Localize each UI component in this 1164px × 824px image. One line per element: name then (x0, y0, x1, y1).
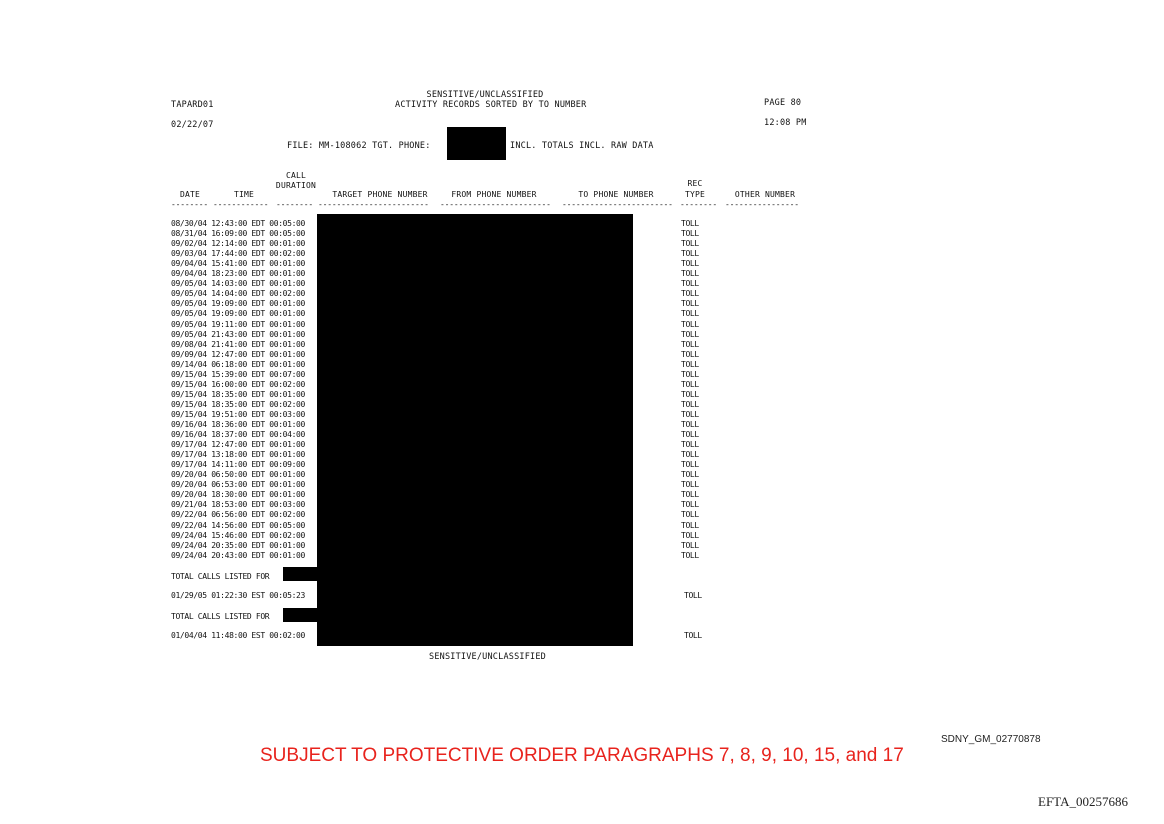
col-other-header: OTHER NUMBER (734, 190, 796, 199)
program-id: TAPARD01 (171, 100, 214, 110)
classification-bottom: SENSITIVE/UNCLASSIFIED (429, 652, 546, 662)
table-row-rec-type: TOLL (681, 369, 699, 379)
classification-top: SENSITIVE/UNCLASSIFIED (426, 90, 544, 100)
table-row-rec-type: TOLL (681, 540, 699, 550)
table-row-line: 09/08/04 21:41:00 EDT 00:01:00 (171, 339, 305, 349)
table-row-line: 09/24/04 20:35:00 EDT 00:01:00 (171, 540, 305, 550)
file-line-prefix: FILE: MM-108062 TGT. PHONE: (287, 141, 431, 151)
table-row-line: 08/30/04 12:43:00 EDT 00:05:00 (171, 219, 305, 228)
page-number: PAGE 80 (764, 98, 802, 108)
table-row-line: 09/05/04 14:04:00 EDT 00:02:00 (171, 289, 305, 299)
totals-record-type: TOLL (684, 631, 702, 640)
table-row-rec-type: TOLL (681, 420, 699, 429)
table-row-rec-type: TOLL (681, 349, 699, 359)
table-row-line: 09/15/04 18:35:00 EDT 00:02:00 (171, 399, 305, 409)
table-row-rec-type: TOLL (681, 470, 699, 480)
table-row-rec-type: TOLL (681, 249, 699, 259)
table-row-rec-type: TOLL (681, 269, 699, 279)
dash-duration: -------- (276, 200, 313, 209)
table-row-rec-type: TOLL (681, 430, 699, 440)
table-row-line: 09/22/04 06:56:00 EDT 00:02:00 (171, 510, 305, 520)
table-row-line: 09/04/04 18:23:00 EDT 00:01:00 (171, 269, 305, 279)
table-row-rec-type: TOLL (681, 329, 699, 339)
table-row-rec-type: TOLL (681, 550, 699, 560)
table-row-line: 09/15/04 19:51:00 EDT 00:03:00 (171, 409, 305, 419)
table-row-line: 09/16/04 18:36:00 EDT 00:01:00 (171, 420, 305, 429)
table-row-rec-type: TOLL (681, 359, 699, 369)
dash-to: ------------------------ (562, 200, 673, 209)
table-row-line: 09/22/04 14:56:00 EDT 00:05:00 (171, 520, 305, 530)
table-row-line: 09/17/04 13:18:00 EDT 00:01:00 (171, 450, 305, 460)
col-target-header: TARGET PHONE NUMBER (332, 190, 428, 199)
table-row-line: 09/24/04 15:46:00 EDT 00:02:00 (171, 530, 305, 540)
col-time-header: TIME (233, 190, 255, 199)
col-duration-header: DURATION (275, 181, 317, 190)
table-row-rec-type: TOLL (681, 490, 699, 500)
totals-record-line: 01/29/05 01:22:30 EST 00:05:23 (171, 591, 305, 600)
table-row-line: 09/16/04 18:37:00 EDT 00:04:00 (171, 430, 305, 440)
dash-date: -------- (171, 200, 208, 209)
dash-time: ------------ (213, 200, 269, 209)
table-row-line: 09/20/04 06:53:00 EDT 00:01:00 (171, 480, 305, 490)
table-row-rec-type: TOLL (681, 530, 699, 540)
table-row-rec-type: TOLL (681, 440, 699, 450)
col-from-header: FROM PHONE NUMBER (451, 190, 537, 199)
table-row-line: 09/15/04 18:35:00 EDT 00:01:00 (171, 389, 305, 399)
col-type-header: TYPE (684, 190, 706, 199)
table-row-rec-type: TOLL (681, 480, 699, 490)
table-row-rec-type: TOLL (681, 229, 699, 239)
bates-number: SDNY_GM_02770878 (941, 734, 1041, 745)
table-row-rec-type: TOLL (681, 309, 699, 319)
col-to-header: TO PHONE NUMBER (578, 190, 654, 199)
dash-target: ------------------------ (318, 200, 429, 209)
table-row-rec-type: TOLL (681, 510, 699, 520)
table-row-line: 09/15/04 16:00:00 EDT 00:02:00 (171, 379, 305, 389)
table-row-rec-type: TOLL (681, 339, 699, 349)
table-row-line: 08/31/04 16:09:00 EDT 00:05:00 (171, 229, 305, 239)
table-row-line: 09/17/04 14:11:00 EDT 00:09:00 (171, 460, 305, 470)
table-row-line: 09/14/04 06:18:00 EDT 00:01:00 (171, 359, 305, 369)
table-row-rec-type: TOLL (681, 460, 699, 470)
table-row-rec-type: TOLL (681, 399, 699, 409)
table-row-line: 09/05/04 19:11:00 EDT 00:01:00 (171, 319, 305, 329)
table-row-line: 09/20/04 18:30:00 EDT 00:01:00 (171, 490, 305, 500)
table-row-line: 09/05/04 19:09:00 EDT 00:01:00 (171, 309, 305, 319)
redaction-phone-numbers (317, 214, 633, 646)
file-line-suffix: INCL. TOTALS INCL. RAW DATA (510, 141, 654, 151)
table-row-rec-type: TOLL (681, 500, 699, 510)
dash-other: ---------------- (725, 200, 799, 209)
report-date: 02/22/07 (171, 120, 214, 130)
col-date-header: DATE (179, 190, 201, 199)
protective-order-notice: SUBJECT TO PROTECTIVE ORDER PARAGRAPHS 7, 8, 9, 10, 15, and 17 (260, 745, 904, 766)
redaction-totals-number (283, 567, 319, 581)
report-title: ACTIVITY RECORDS SORTED BY TO NUMBER (395, 100, 587, 110)
table-row-line: 09/03/04 17:44:00 EDT 00:02:00 (171, 249, 305, 259)
table-row-line: 09/02/04 12:14:00 EDT 00:01:00 (171, 239, 305, 249)
table-row-rec-type: TOLL (681, 520, 699, 530)
totals-label: TOTAL CALLS LISTED FOR (171, 612, 270, 621)
dash-rec: -------- (680, 200, 717, 209)
table-row-rec-type: TOLL (681, 409, 699, 419)
dash-from: ------------------------ (440, 200, 551, 209)
report-time: 12:08 PM (764, 118, 807, 128)
redaction-target-phone (447, 127, 506, 160)
totals-label: TOTAL CALLS LISTED FOR (171, 572, 270, 581)
table-row-rec-type: TOLL (681, 279, 699, 289)
table-row-rec-type: TOLL (681, 289, 699, 299)
table-row-rec-type: TOLL (681, 299, 699, 309)
table-row-line: 09/24/04 20:43:00 EDT 00:01:00 (171, 550, 305, 560)
table-row-line: 09/05/04 19:09:00 EDT 00:01:00 (171, 299, 305, 309)
table-row-line: 09/09/04 12:47:00 EDT 00:01:00 (171, 349, 305, 359)
efta-number: EFTA_00257686 (1038, 794, 1128, 809)
table-row-line: 09/04/04 15:41:00 EDT 00:01:00 (171, 259, 305, 269)
table-row-line: 09/17/04 12:47:00 EDT 00:01:00 (171, 440, 305, 450)
table-row-rec-type: TOLL (681, 450, 699, 460)
table-row-rec-type: TOLL (681, 259, 699, 269)
totals-record-type: TOLL (684, 591, 702, 600)
table-row-rec-type: TOLL (681, 239, 699, 249)
col-rec-header: REC (687, 179, 703, 188)
table-row-line: 09/21/04 18:53:00 EDT 00:03:00 (171, 500, 305, 510)
redaction-totals-number (283, 608, 319, 622)
col-call-header: CALL (285, 171, 307, 180)
table-row-line: 09/20/04 06:50:00 EDT 00:01:00 (171, 470, 305, 480)
totals-record-line: 01/04/04 11:48:00 EST 00:02:00 (171, 631, 305, 640)
table-row-rec-type: TOLL (681, 389, 699, 399)
table-row-rec-type: TOLL (681, 379, 699, 389)
table-row-line: 09/05/04 14:03:00 EDT 00:01:00 (171, 279, 305, 289)
table-row-rec-type: TOLL (681, 319, 699, 329)
table-row-rec-type: TOLL (681, 219, 699, 228)
table-row-line: 09/05/04 21:43:00 EDT 00:01:00 (171, 329, 305, 339)
table-row-line: 09/15/04 15:39:00 EDT 00:07:00 (171, 369, 305, 379)
